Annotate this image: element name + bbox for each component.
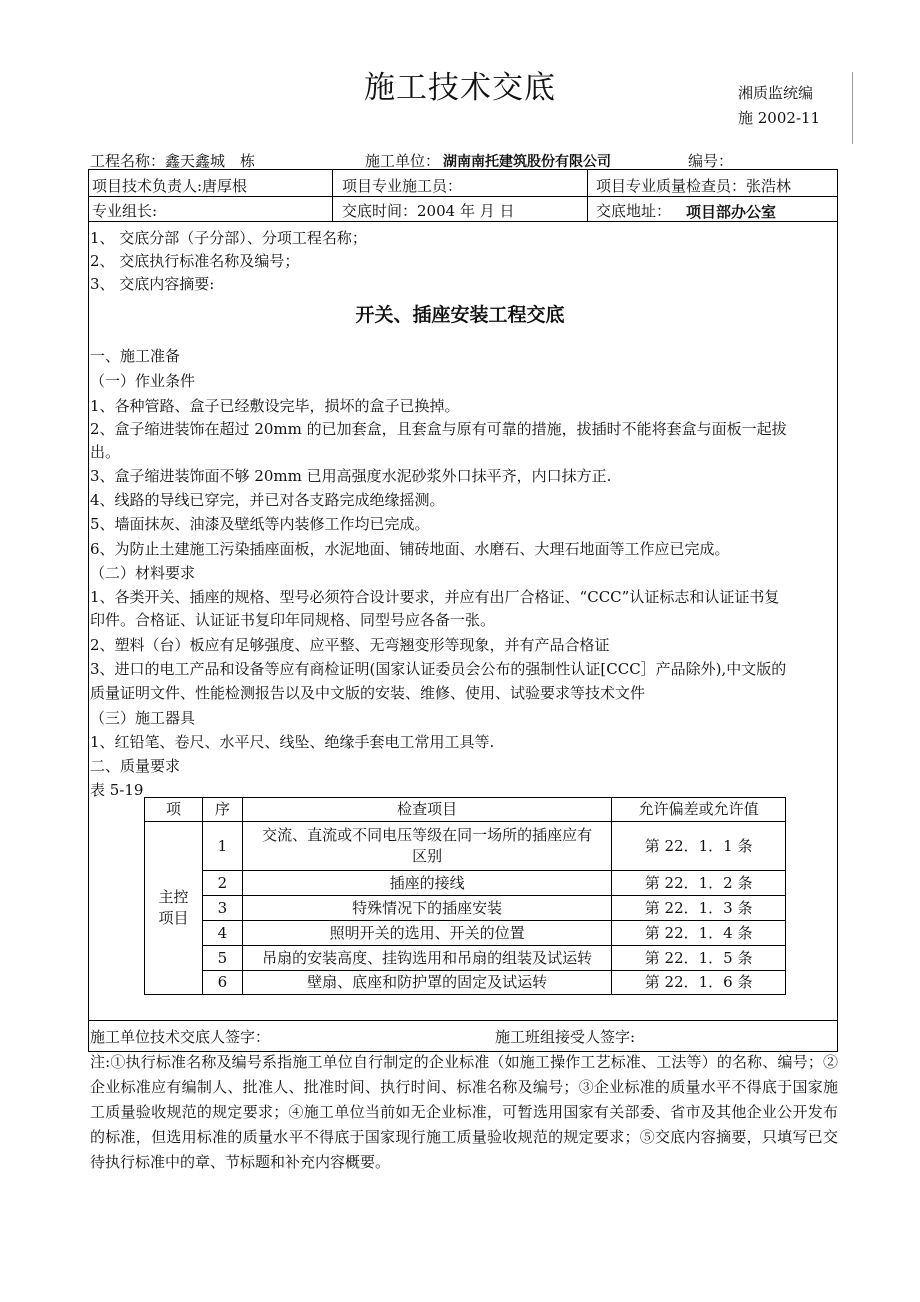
intro-line: 1、 交底分部（子分部）、分项工程名称； — [90, 229, 367, 247]
row-divider — [88, 196, 838, 197]
content-line: 6、为防止土建施工污染插座面板，水泥地面、铺砖地面、水磨石、大理石地面等工作应已完成。 — [90, 540, 730, 558]
issuer-signature-label: 施工单位技术交底人签字： — [90, 1028, 271, 1046]
row-seq: 5 — [202, 946, 242, 971]
content-line: 二、质量要求 — [90, 757, 181, 775]
quality-table — [144, 797, 786, 995]
content-line: 1、各类开关、插座的规格、型号必须符合设计要求，并应有出厂合格证、“CCC”认证标志和认证证书复 — [90, 588, 780, 606]
construction-unit-value: 湖南南托建筑股份有限公司 — [443, 154, 611, 170]
column-divider — [587, 169, 588, 221]
project-name: 工程名称：鑫天鑫城 栋 — [90, 152, 256, 170]
row-item: 照明开关的选用、开关的位置 — [242, 921, 611, 946]
table-header: 允许偏差或允许值 — [612, 798, 786, 822]
content-line: 1、红铅笔、卷尺、水平尺、线坠、绝缘手套电工常用工具等. — [90, 733, 495, 751]
row-value: 第 22．1．3 条 — [612, 896, 786, 921]
footnote: 注:①执行标准名称及编号系指施工单位自行制定的企业标准（如施工操作工艺标准、工法等）的名称、编号；②企业标准应有编制人、批准人、批准时间、执行时间、标准名称及编号；③企业标准的质量水平不得底于国家施工质量验收规范的规定要求；④施工单位当前如无企业标准，可暂选用国家有关部委、省市及其他企业公开发布的标准，但选用标准的质量水平不得底于国家现行施工质量验收规范的规定要求；⑤交底内容摘要，只填写已交待执行标准中的章、节标题和补充内容概要。 — [90, 1053, 838, 1171]
form-code-line2: 施 2002-11 — [738, 109, 821, 127]
team-lead: 专业组长: — [92, 202, 158, 220]
table-header: 检查项目 — [242, 798, 611, 822]
handover-time: 交底时间：2004 年 月 日 — [342, 202, 515, 220]
content-line: （一）作业条件 — [90, 372, 196, 390]
content-line: （二）材料要求 — [90, 564, 196, 582]
site-worker: 项目专业施工员： — [342, 177, 463, 195]
row-divider — [88, 1020, 838, 1021]
row-seq: 6 — [202, 971, 242, 995]
table-header: 项 — [145, 798, 203, 822]
content-line: 5、墙面抹灰、油漆及壁纸等内装修工作均已完成。 — [90, 515, 430, 533]
intro-line: 2、 交底执行标准名称及编号； — [90, 252, 300, 270]
content-line: 3、进口的电工产品和设备等应有商检证明(国家认证委员会公布的强制性认证[CCC］产品除外),中文版的 — [90, 660, 787, 678]
content-line: 一、施工准备 — [90, 347, 181, 365]
intro-line: 3、 交底内容摘要: — [90, 275, 215, 293]
row-item: 交流、直流或不同电压等级在同一场所的插座应有区别 — [242, 822, 611, 871]
handover-place-value: 项目部办公室 — [686, 203, 777, 221]
row-seq: 4 — [202, 921, 242, 946]
table-header: 序 — [202, 798, 242, 822]
section-title: 开关、插座安装工程交底 — [355, 304, 565, 326]
quality-inspector: 项目专业质量检查员：张浩林 — [596, 177, 792, 195]
row-seq: 1 — [202, 822, 242, 871]
row-item: 插座的接线 — [242, 871, 611, 896]
column-divider — [332, 169, 333, 221]
tech-lead: 项目技术负责人:唐厚根 — [92, 177, 248, 195]
row-value: 第 22．1．1 条 — [612, 822, 786, 871]
content-line: 1、各种管路、盒子已经敷设完毕，损坏的盒子已换掉。 — [90, 397, 460, 415]
content-line: 2、塑料（台）板应有足够强度、应平整、无弯翘变形等现象，并有产品合格证 — [90, 636, 610, 654]
code-divider — [852, 72, 853, 144]
row-seq: 2 — [202, 871, 242, 896]
receiver-signature-label: 施工班组接受人签字: — [495, 1028, 636, 1046]
row-value: 第 22．1．2 条 — [612, 871, 786, 896]
row-value: 第 22．1．4 条 — [612, 921, 786, 946]
row-item: 吊扇的安装高度、挂钩选用和吊扇的组装及试运转 — [242, 946, 611, 971]
form-code-line1: 湘质监统编 — [738, 84, 814, 102]
construction-unit-label: 施工单位： — [365, 152, 441, 170]
content-line: 3、盒子缩进装饰面不够 20mm 已用高强度水泥砂浆外口抹平齐，内口抹方正. — [90, 467, 612, 485]
row-item: 特殊情况下的插座安装 — [242, 896, 611, 921]
content-line: （三）施工器具 — [90, 709, 196, 727]
handover-place-label: 交底地址： — [596, 202, 672, 220]
content-line: 表 5-19 — [90, 781, 144, 799]
page-title: 施工技术交底 — [364, 70, 556, 106]
row-value: 第 22．1．6 条 — [612, 971, 786, 995]
row-item: 壁扇、底座和防护罩的固定及试运转 — [242, 971, 611, 995]
content-line: 印件。合格证、认证证书复印年同规格、同型号应各备一张。 — [90, 611, 496, 629]
group-label: 主控项目 — [145, 822, 203, 995]
row-seq: 3 — [202, 896, 242, 921]
content-line: 出。 — [90, 443, 121, 461]
content-line: 4、线路的导线已穿完，并已对各支路完成绝缘摇测。 — [90, 491, 445, 509]
content-line: 2、盒子缩进装饰在超过 20mm 的已加套盒，且套盒与原有可靠的措施，拔插时不能将套盒与面板一起拔 — [90, 420, 787, 438]
row-value: 第 22．1．5 条 — [612, 946, 786, 971]
document-number-label: 编号： — [688, 152, 734, 170]
content-line: 质量证明文件、性能检测报告以及中文版的安装、维修、使用、试验要求等技术文件 — [90, 684, 646, 702]
